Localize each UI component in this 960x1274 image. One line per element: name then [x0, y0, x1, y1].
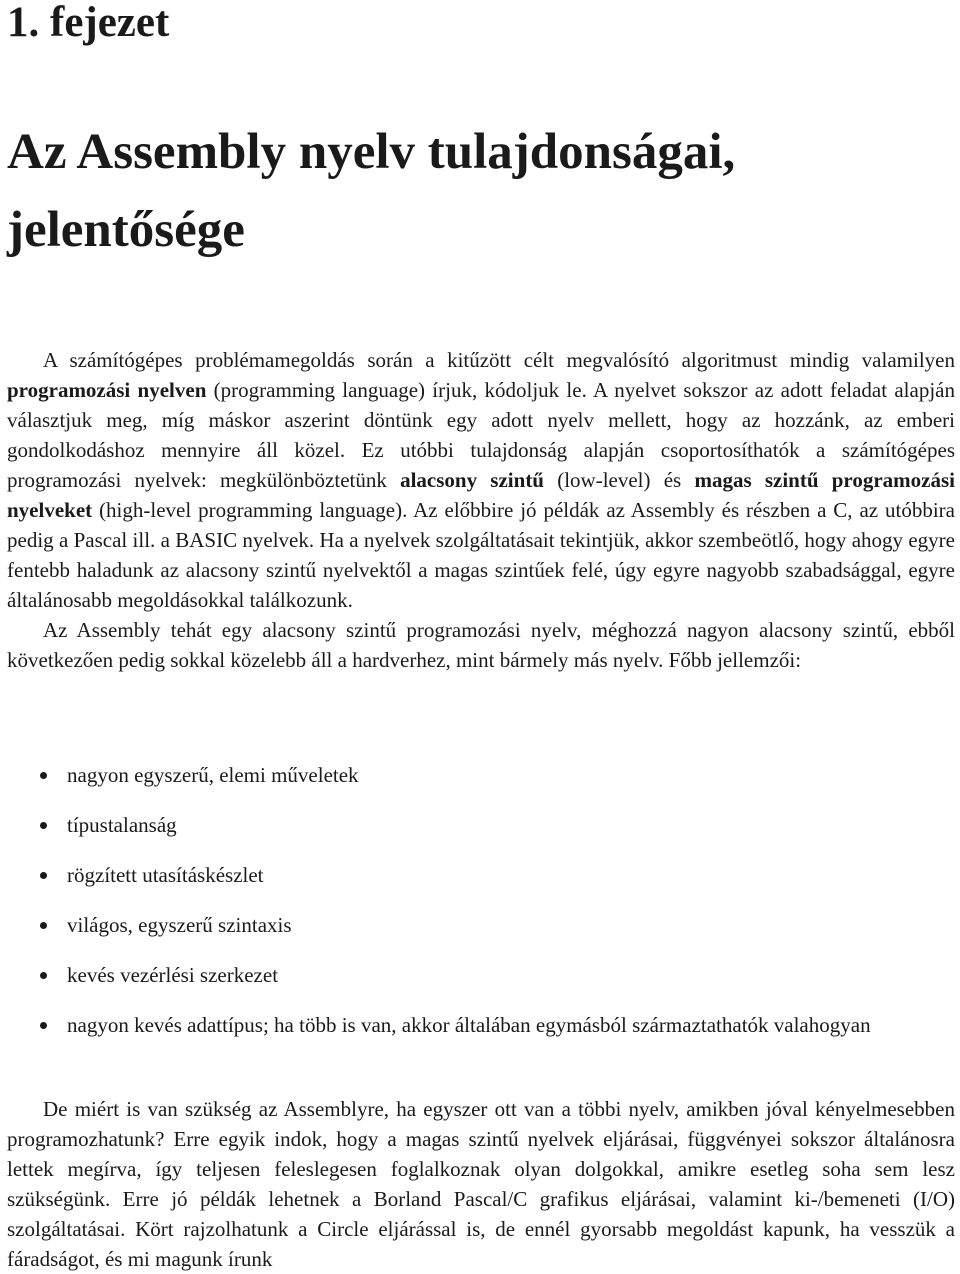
- feature-list: [7, 760, 955, 1060]
- bullet-icon: [40, 972, 47, 979]
- term-low-level: alacsony szintű: [400, 468, 544, 492]
- term-programming-language: programozási nyelven: [7, 378, 207, 402]
- closing-section: [7, 1094, 955, 1274]
- bullet-icon: [40, 822, 47, 829]
- bullet-icon: [40, 772, 47, 779]
- intro-section: [7, 345, 955, 675]
- list-item: [7, 1010, 955, 1040]
- text-run: (low-level) és: [544, 468, 695, 492]
- bullet-icon: [40, 1022, 47, 1029]
- text-run: (programming language) írjuk, kódoljuk le. A nyelvet sokszor az adott feladat alapján választjuk meg, míg máskor aszerint döntünk egy adott nyelv mellett, hogy az hozzánk, az emberi gondolkodáshoz mennyire áll közel. Ez utóbbi tulajdonság alapján csoportosíthatók a számítógépes programozási nyelvek: megkülönböztetünk: [7, 378, 955, 492]
- chapter-label: 1. fejezet: [7, 0, 170, 46]
- closing-paragraph: De miért is van szükség az Assemblyre, ha egyszer ott van a többi nyelv, amikben jóval kényelmesebben programozhatunk? Erre egyik indok, hogy a magas szintű nyelvek eljárásai, függvényei sokszor általánosra lettek megírva, így teljesen feleslegesen foglalkoznak olyan dolgokkal, amikre esetleg soha sem lesz szükségünk. Erre jó példák lehetnek a Borland Pascal/C grafikus eljárásai, valamint ki-/bemeneti (I/O) szolgáltatásai. Kört rajzolhatunk a Circle eljárással is, de ennél gyorsabb megoldást kapunk, ha vesszük a fáradságot, és mi magunk írunk: [7, 1097, 955, 1271]
- list-item: [7, 760, 955, 790]
- bullet-icon: [40, 872, 47, 879]
- list-item-text: nagyon kevés adattípus; ha több is van, akkor általában egymásból származtathatók valahogyan: [67, 1013, 871, 1037]
- list-item-text: rögzített utasításkészlet: [67, 863, 264, 887]
- term-high-level: magas szintű programozási nyelveket: [7, 468, 956, 522]
- chapter-title: Az Assembly nyelv tulajdonságai, jelentősége: [7, 124, 736, 258]
- list-item-text: kevés vezérlési szerkezet: [67, 963, 279, 987]
- list-item: [7, 860, 955, 890]
- text-run: A számítógépes problémamegoldás során a kitűzött célt megvalósító algoritmust mindig valamilyen: [43, 348, 955, 372]
- list-item-text: típustalanság: [67, 813, 177, 837]
- text-run: (high-level programming language). Az előbbire jó példák az Assembly és részben a C, az utóbbira pedig a Pascal ill. a BASIC nyelvek. Ha a nyelvek szolgáltatásait tekintjük, akkor szembeötlő, hogy ahogy egyre fentebb haladunk az alacsony szintű nyelvektől a magas szintűek felé, úgy egyre nagyobb szabadsággal, egyre általánosabb megoldásokkal találkozunk.: [7, 498, 955, 612]
- intro-paragraph-1: [7, 345, 955, 615]
- bullet-icon: [40, 922, 47, 929]
- list-item-text: világos, egyszerű szintaxis: [67, 913, 292, 937]
- list-item: [7, 810, 955, 840]
- intro-paragraph-2: Az Assembly tehát egy alacsony szintű programozási nyelv, méghozzá nagyon alacsony szintű, ebből következően pedig sokkal közelebb áll a hardverhez, mint bármely más nyelv. Főbb jellemzői:: [7, 618, 955, 672]
- list-item: [7, 910, 955, 940]
- list-item-text: nagyon egyszerű, elemi műveletek: [67, 763, 359, 787]
- list-item: [7, 960, 955, 990]
